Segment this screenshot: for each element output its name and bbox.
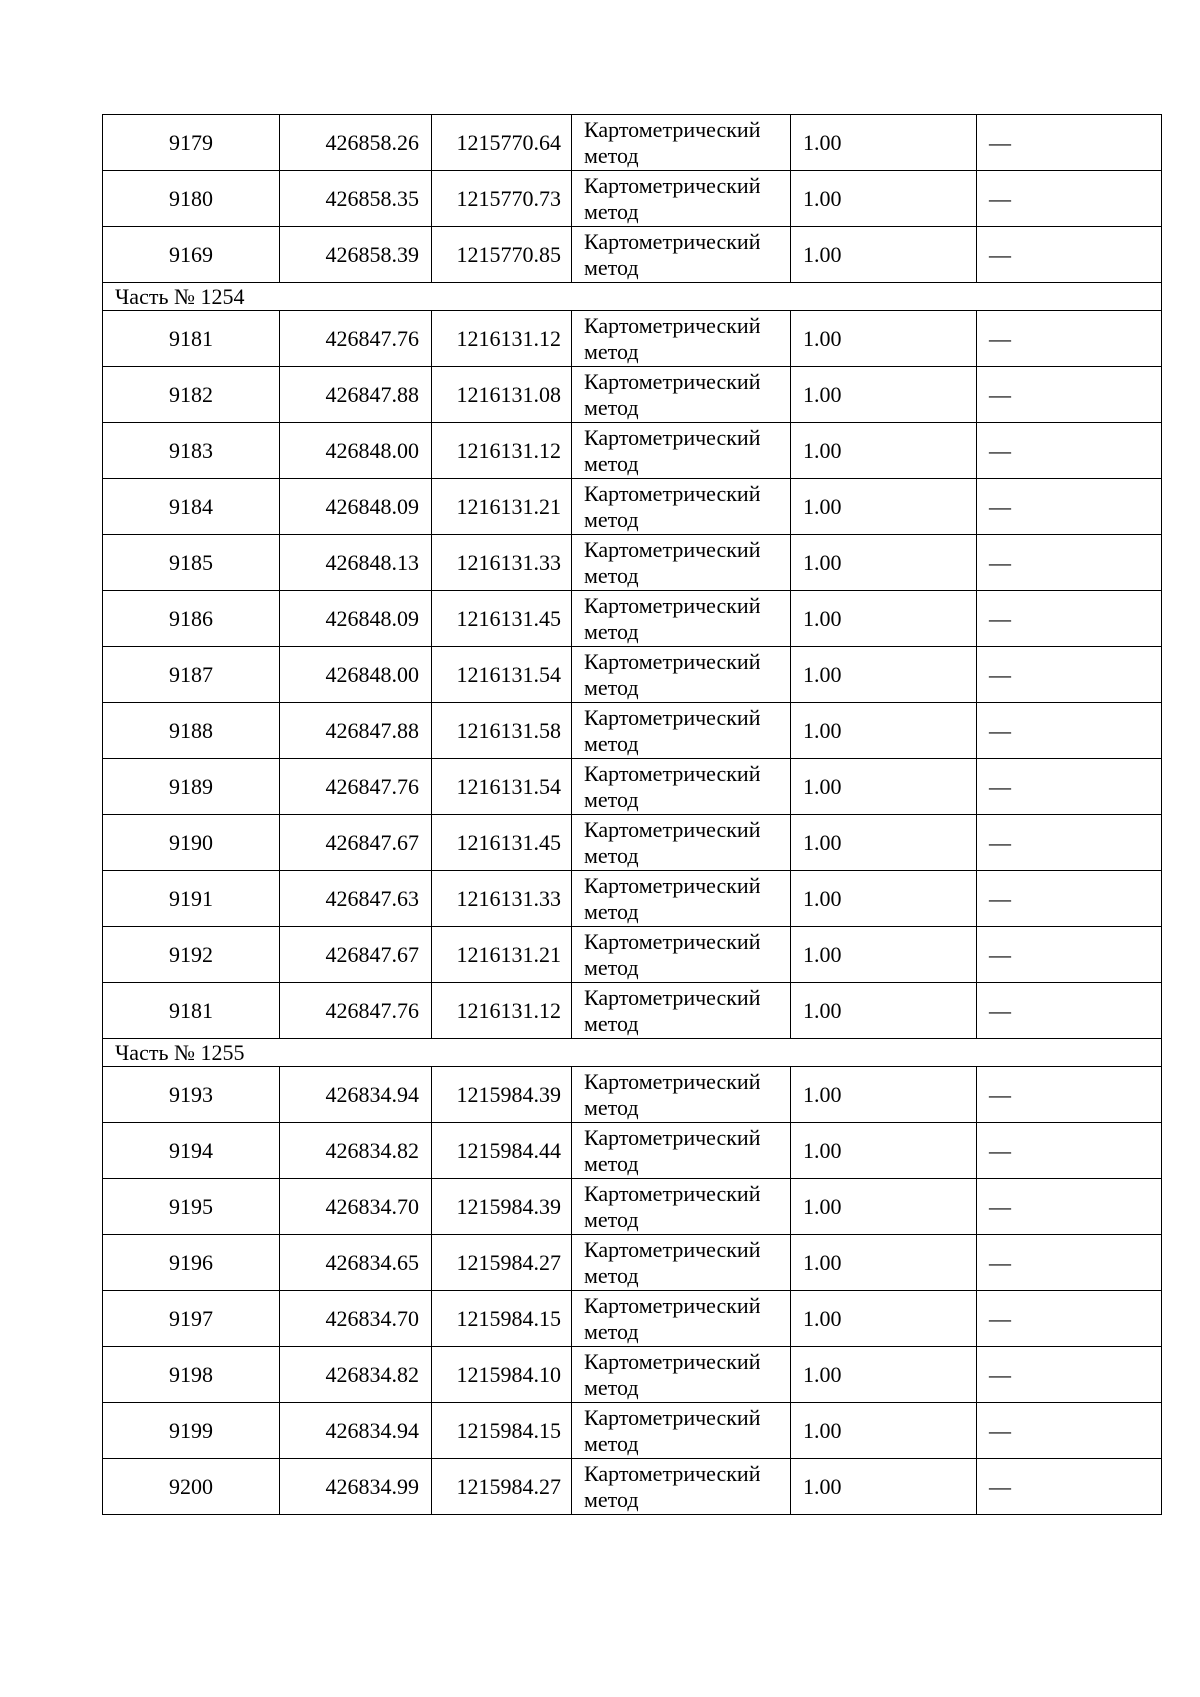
table-row (103, 227, 1162, 283)
x-coordinate-cell: 426848.00 (280, 423, 432, 479)
description-cell: — (977, 171, 1162, 227)
method-line-1: Картометрический (584, 536, 761, 562)
table-row (103, 1067, 1162, 1123)
method-line-1: Картометрический (584, 1180, 761, 1206)
method-line-1: Картометрический (584, 928, 761, 954)
accuracy-cell: 1.00 (791, 367, 977, 423)
x-coordinate-cell: 426848.09 (280, 479, 432, 535)
x-coordinate-cell: 426858.35 (280, 171, 432, 227)
y-coordinate-cell: 1215984.27 (432, 1235, 572, 1291)
description-cell: — (977, 479, 1162, 535)
description-cell: — (977, 227, 1162, 283)
description-cell: — (977, 311, 1162, 367)
point-number-cell: 9188 (103, 703, 280, 759)
method-line-1: Картометрический (584, 648, 761, 674)
table-row (103, 1179, 1162, 1235)
point-number-cell: 9169 (103, 227, 280, 283)
method-line-1: Картометрический (584, 312, 761, 338)
y-coordinate-cell: 1215984.10 (432, 1347, 572, 1403)
table-row (103, 1403, 1162, 1459)
description-cell: — (977, 1123, 1162, 1179)
x-coordinate-cell: 426847.76 (280, 759, 432, 815)
x-coordinate-cell: 426848.00 (280, 647, 432, 703)
y-coordinate-cell: 1216131.45 (432, 815, 572, 871)
method-cell (572, 367, 791, 423)
description-cell: — (977, 1235, 1162, 1291)
table-row (103, 1123, 1162, 1179)
method-line-1: Картометрический (584, 172, 761, 198)
method-cell (572, 983, 791, 1039)
method-line-1: Картометрический (584, 704, 761, 730)
method-line-2: метод (584, 254, 639, 280)
point-number-cell: 9180 (103, 171, 280, 227)
table-row (103, 647, 1162, 703)
y-coordinate-cell: 1216131.54 (432, 647, 572, 703)
x-coordinate-cell: 426847.67 (280, 927, 432, 983)
method-cell (572, 759, 791, 815)
method-line-2: метод (584, 1486, 639, 1512)
method-line-2: метод (584, 450, 639, 476)
method-line-1: Картометрический (584, 1068, 761, 1094)
point-number-cell: 9182 (103, 367, 280, 423)
description-cell: — (977, 703, 1162, 759)
method-cell (572, 1235, 791, 1291)
method-line-2: метод (584, 338, 639, 364)
x-coordinate-cell: 426834.70 (280, 1291, 432, 1347)
y-coordinate-cell: 1215770.73 (432, 171, 572, 227)
method-line-2: метод (584, 1262, 639, 1288)
accuracy-cell: 1.00 (791, 1179, 977, 1235)
accuracy-cell: 1.00 (791, 983, 977, 1039)
method-line-1: Картометрический (584, 984, 761, 1010)
method-line-1: Картометрический (584, 424, 761, 450)
method-line-2: метод (584, 842, 639, 868)
point-number-cell: 9189 (103, 759, 280, 815)
method-line-2: метод (584, 142, 639, 168)
description-cell: — (977, 983, 1162, 1039)
method-cell (572, 591, 791, 647)
y-coordinate-cell: 1216131.33 (432, 535, 572, 591)
y-coordinate-cell: 1216131.45 (432, 591, 572, 647)
method-line-1: Картометрический (584, 816, 761, 842)
y-coordinate-cell: 1216131.21 (432, 479, 572, 535)
description-cell: — (977, 815, 1162, 871)
description-cell: — (977, 1459, 1162, 1515)
y-coordinate-cell: 1216131.12 (432, 311, 572, 367)
coordinates-table (102, 114, 1162, 1515)
description-cell: — (977, 115, 1162, 171)
method-line-1: Картометрический (584, 1292, 761, 1318)
description-cell: — (977, 647, 1162, 703)
y-coordinate-cell: 1216131.08 (432, 367, 572, 423)
point-number-cell: 9186 (103, 591, 280, 647)
method-line-2: метод (584, 1010, 639, 1036)
description-cell: — (977, 1179, 1162, 1235)
table-row (103, 871, 1162, 927)
table-row (103, 759, 1162, 815)
description-cell: — (977, 759, 1162, 815)
y-coordinate-cell: 1216131.12 (432, 983, 572, 1039)
method-line-2: метод (584, 1374, 639, 1400)
point-number-cell: 9192 (103, 927, 280, 983)
accuracy-cell: 1.00 (791, 1235, 977, 1291)
method-line-2: метод (584, 1318, 639, 1344)
x-coordinate-cell: 426834.99 (280, 1459, 432, 1515)
point-number-cell: 9181 (103, 983, 280, 1039)
description-cell: — (977, 1291, 1162, 1347)
accuracy-cell: 1.00 (791, 1291, 977, 1347)
method-cell (572, 227, 791, 283)
point-number-cell: 9196 (103, 1235, 280, 1291)
accuracy-cell: 1.00 (791, 1459, 977, 1515)
method-cell (572, 171, 791, 227)
description-cell: — (977, 535, 1162, 591)
point-number-cell: 9185 (103, 535, 280, 591)
method-cell (572, 1347, 791, 1403)
point-number-cell: 9195 (103, 1179, 280, 1235)
accuracy-cell: 1.00 (791, 311, 977, 367)
description-cell: — (977, 927, 1162, 983)
method-line-1: Картометрический (584, 480, 761, 506)
point-number-cell: 9190 (103, 815, 280, 871)
method-cell (572, 1459, 791, 1515)
table-row (103, 171, 1162, 227)
accuracy-cell: 1.00 (791, 479, 977, 535)
x-coordinate-cell: 426848.13 (280, 535, 432, 591)
accuracy-cell: 1.00 (791, 815, 977, 871)
method-cell (572, 1179, 791, 1235)
x-coordinate-cell: 426834.94 (280, 1403, 432, 1459)
point-number-cell: 9199 (103, 1403, 280, 1459)
x-coordinate-cell: 426834.82 (280, 1123, 432, 1179)
x-coordinate-cell: 426834.70 (280, 1179, 432, 1235)
description-cell: — (977, 1067, 1162, 1123)
y-coordinate-cell: 1216131.12 (432, 423, 572, 479)
y-coordinate-cell: 1216131.21 (432, 927, 572, 983)
x-coordinate-cell: 426834.82 (280, 1347, 432, 1403)
x-coordinate-cell: 426834.65 (280, 1235, 432, 1291)
y-coordinate-cell: 1215984.39 (432, 1067, 572, 1123)
method-line-2: метод (584, 618, 639, 644)
table-row (103, 591, 1162, 647)
method-line-2: метод (584, 898, 639, 924)
method-line-2: метод (584, 1206, 639, 1232)
point-number-cell: 9179 (103, 115, 280, 171)
table-row (103, 1347, 1162, 1403)
description-cell: — (977, 871, 1162, 927)
method-line-1: Картометрический (584, 1404, 761, 1430)
method-cell (572, 423, 791, 479)
point-number-cell: 9200 (103, 1459, 280, 1515)
section-label: Часть № 1254 (103, 283, 1162, 311)
table-row (103, 115, 1162, 171)
table-row (103, 1235, 1162, 1291)
y-coordinate-cell: 1215984.15 (432, 1403, 572, 1459)
method-cell (572, 1123, 791, 1179)
x-coordinate-cell: 426847.76 (280, 983, 432, 1039)
accuracy-cell: 1.00 (791, 591, 977, 647)
table-row (103, 423, 1162, 479)
point-number-cell: 9197 (103, 1291, 280, 1347)
y-coordinate-cell: 1215770.85 (432, 227, 572, 283)
method-cell (572, 535, 791, 591)
method-cell (572, 647, 791, 703)
description-cell: — (977, 1403, 1162, 1459)
x-coordinate-cell: 426847.88 (280, 703, 432, 759)
accuracy-cell: 1.00 (791, 423, 977, 479)
accuracy-cell: 1.00 (791, 703, 977, 759)
method-line-1: Картометрический (584, 116, 761, 142)
section-row (103, 1039, 1162, 1067)
table-row (103, 927, 1162, 983)
method-line-1: Картометрический (584, 1460, 761, 1486)
method-cell (572, 703, 791, 759)
x-coordinate-cell: 426847.63 (280, 871, 432, 927)
accuracy-cell: 1.00 (791, 1347, 977, 1403)
table-row (103, 311, 1162, 367)
accuracy-cell: 1.00 (791, 115, 977, 171)
accuracy-cell: 1.00 (791, 647, 977, 703)
method-line-2: метод (584, 1094, 639, 1120)
x-coordinate-cell: 426848.09 (280, 591, 432, 647)
accuracy-cell: 1.00 (791, 871, 977, 927)
method-line-1: Картометрический (584, 368, 761, 394)
method-line-2: метод (584, 730, 639, 756)
table-row (103, 367, 1162, 423)
table-row (103, 983, 1162, 1039)
accuracy-cell: 1.00 (791, 759, 977, 815)
point-number-cell: 9187 (103, 647, 280, 703)
y-coordinate-cell: 1215984.15 (432, 1291, 572, 1347)
method-line-2: метод (584, 562, 639, 588)
method-line-1: Картометрический (584, 228, 761, 254)
y-coordinate-cell: 1215984.27 (432, 1459, 572, 1515)
coordinates-table-body (103, 115, 1162, 1515)
method-line-2: метод (584, 198, 639, 224)
x-coordinate-cell: 426847.67 (280, 815, 432, 871)
table-row (103, 1459, 1162, 1515)
method-line-1: Картометрический (584, 1348, 761, 1374)
accuracy-cell: 1.00 (791, 171, 977, 227)
description-cell: — (977, 367, 1162, 423)
y-coordinate-cell: 1215984.44 (432, 1123, 572, 1179)
method-cell (572, 115, 791, 171)
y-coordinate-cell: 1216131.54 (432, 759, 572, 815)
x-coordinate-cell: 426847.88 (280, 367, 432, 423)
method-cell (572, 1067, 791, 1123)
method-cell (572, 311, 791, 367)
y-coordinate-cell: 1216131.33 (432, 871, 572, 927)
method-cell (572, 815, 791, 871)
table-row (103, 703, 1162, 759)
method-line-1: Картометрический (584, 872, 761, 898)
method-line-2: метод (584, 506, 639, 532)
method-line-2: метод (584, 394, 639, 420)
accuracy-cell: 1.00 (791, 927, 977, 983)
accuracy-cell: 1.00 (791, 1067, 977, 1123)
table-row (103, 1291, 1162, 1347)
x-coordinate-cell: 426858.26 (280, 115, 432, 171)
y-coordinate-cell: 1215770.64 (432, 115, 572, 171)
method-line-2: метод (584, 1430, 639, 1456)
section-row (103, 283, 1162, 311)
description-cell: — (977, 1347, 1162, 1403)
point-number-cell: 9183 (103, 423, 280, 479)
method-line-2: метод (584, 674, 639, 700)
method-cell (572, 479, 791, 535)
point-number-cell: 9198 (103, 1347, 280, 1403)
method-cell (572, 1291, 791, 1347)
accuracy-cell: 1.00 (791, 1123, 977, 1179)
table-row (103, 815, 1162, 871)
method-line-1: Картометрический (584, 760, 761, 786)
point-number-cell: 9181 (103, 311, 280, 367)
method-cell (572, 1403, 791, 1459)
point-number-cell: 9191 (103, 871, 280, 927)
point-number-cell: 9184 (103, 479, 280, 535)
description-cell: — (977, 423, 1162, 479)
method-line-1: Картометрический (584, 592, 761, 618)
method-line-2: метод (584, 954, 639, 980)
y-coordinate-cell: 1215984.39 (432, 1179, 572, 1235)
description-cell: — (977, 591, 1162, 647)
accuracy-cell: 1.00 (791, 227, 977, 283)
method-cell (572, 927, 791, 983)
y-coordinate-cell: 1216131.58 (432, 703, 572, 759)
method-line-2: метод (584, 1150, 639, 1176)
accuracy-cell: 1.00 (791, 535, 977, 591)
method-line-2: метод (584, 786, 639, 812)
method-cell (572, 871, 791, 927)
section-label: Часть № 1255 (103, 1039, 1162, 1067)
point-number-cell: 9194 (103, 1123, 280, 1179)
table-row (103, 535, 1162, 591)
x-coordinate-cell: 426834.94 (280, 1067, 432, 1123)
table-row (103, 479, 1162, 535)
x-coordinate-cell: 426858.39 (280, 227, 432, 283)
method-line-1: Картометрический (584, 1124, 761, 1150)
x-coordinate-cell: 426847.76 (280, 311, 432, 367)
accuracy-cell: 1.00 (791, 1403, 977, 1459)
point-number-cell: 9193 (103, 1067, 280, 1123)
method-line-1: Картометрический (584, 1236, 761, 1262)
